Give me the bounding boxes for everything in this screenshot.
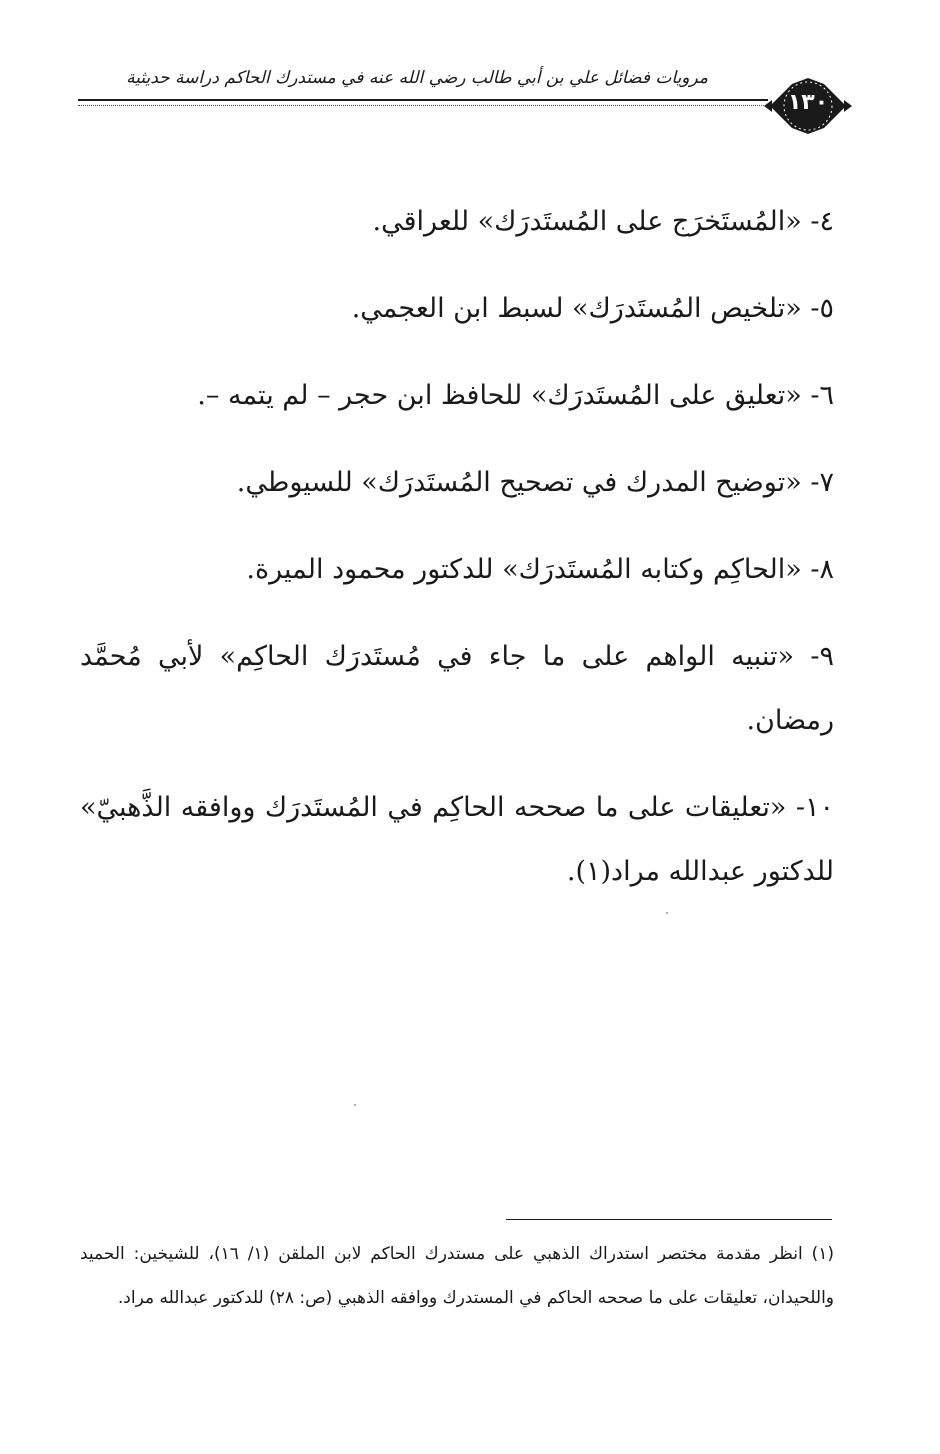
list-item: ٩- «تنبيه الواهم على ما جاء في مُستَدرَك الحاكِم» لأبي مُحمَّد رمضان. — [80, 641, 834, 736]
list-item: ٤- «المُستَخرَج على المُستَدرَك» للعراقي. — [372, 206, 834, 237]
header-rule-dotted — [78, 105, 768, 106]
page-number: ١٣٠ — [787, 90, 829, 115]
list-item: ١٠- «تعليقات على ما صححه الحاكِم في المُستَدرَك ووافقه الذَّهبيّ» للدكتور عبدالله مراد(١). — [80, 792, 834, 887]
scan-speck — [666, 912, 668, 914]
header-title: مرويات فضائل علي بن أبي طالب رضي الله عنه في مستدرك الحاكم دراسة حديثية — [126, 68, 708, 88]
list-item: ٥- «تلخيص المُستَدرَك» لسبط ابن العجمي. — [351, 293, 834, 324]
works-list — [80, 190, 834, 927]
list-item: ٧- «توضيح المدرك في تصحيح المُستَدرَك» للسيوطي. — [236, 467, 834, 498]
running-header — [78, 56, 858, 126]
page-number-badge — [762, 76, 854, 136]
scan-speck — [354, 1104, 356, 1106]
list-item: ٨- «الحاكِم وكتابه المُستَدرَك» للدكتور محمود الميرة. — [246, 554, 834, 585]
footnote: (١) انظر مقدمة مختصر استدراك الذهبي على مستدرك الحاكم لابن الملقن (١/ ١٦)، للشيخين: الحميد واللحيدان، تعليقات على ما صححه الحاكم في المستدرك ووافقه الذهبي (ص: ٢٨) للدكتور عبدالله مراد. — [80, 1244, 834, 1308]
header-rule — [78, 99, 768, 101]
footnote-separator — [506, 1219, 832, 1220]
list-item: ٦- «تعليق على المُستَدرَك» للحافظ ابن حجر – لم يتمه –. — [197, 380, 834, 411]
